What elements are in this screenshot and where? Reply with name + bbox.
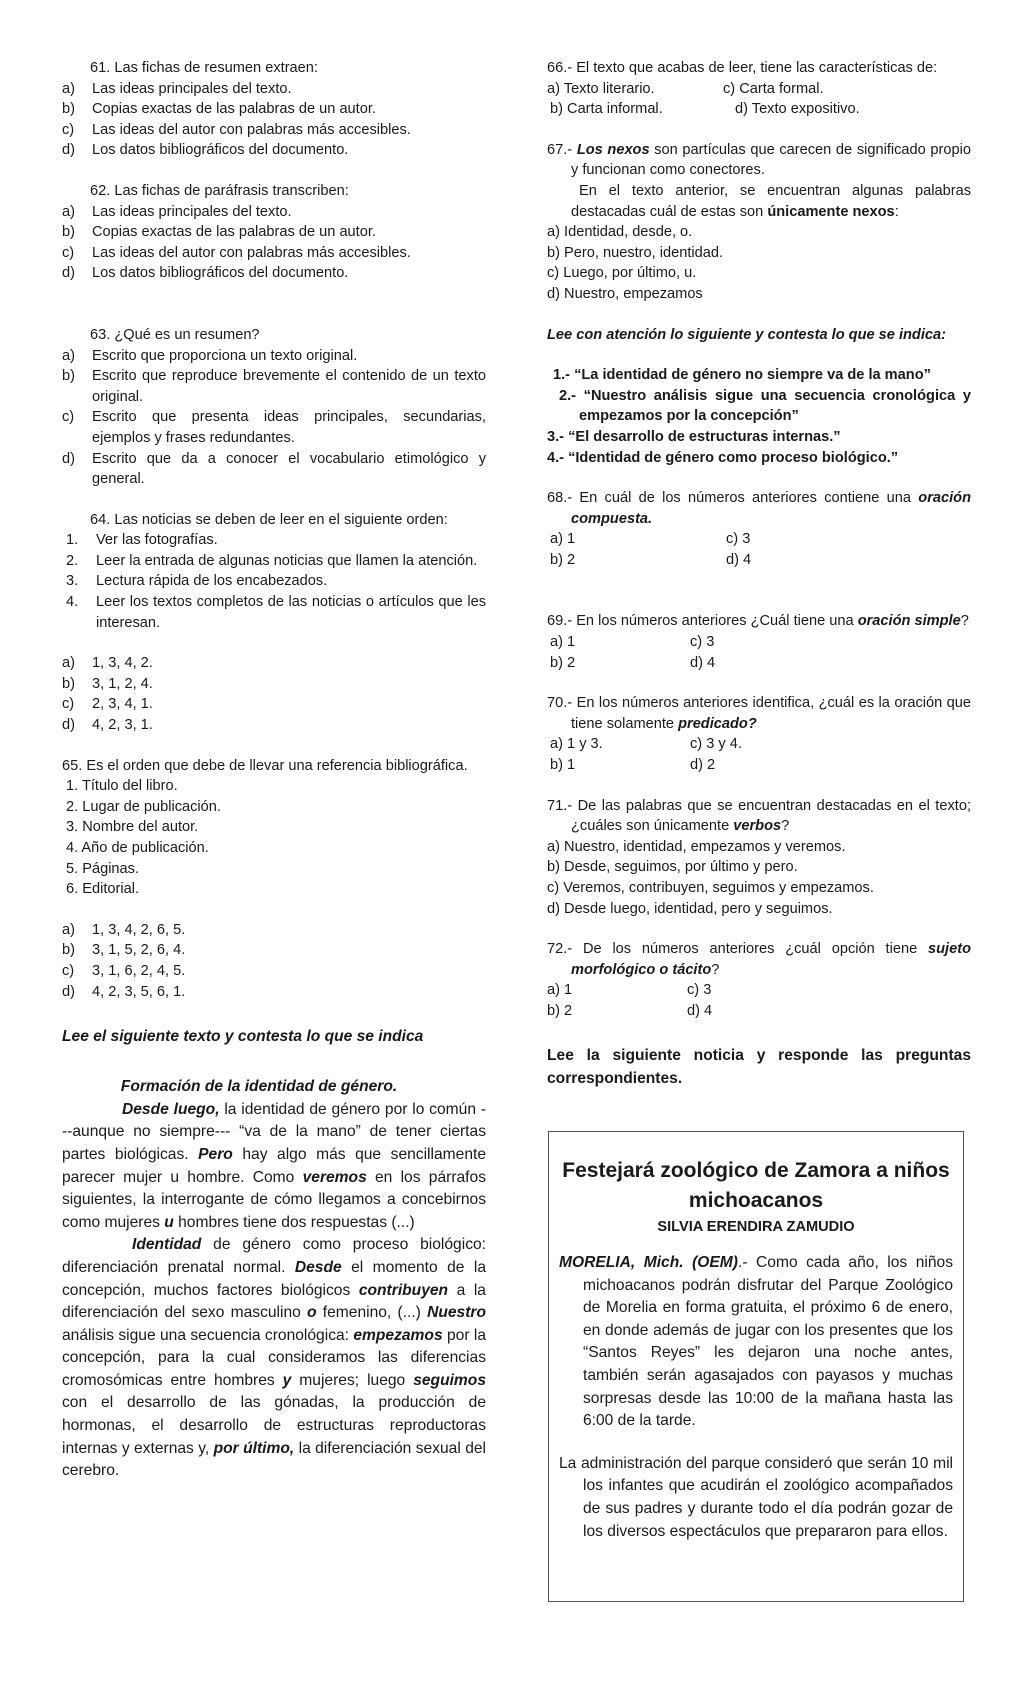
step-label: 4.	[66, 594, 79, 611]
question-67-subtitle	[547, 181, 971, 222]
option-b: b) 2	[550, 551, 576, 568]
highlighted-word: o	[307, 1304, 317, 1322]
highlighted-word: Identidad	[132, 1236, 202, 1254]
option-c: c) 3 y 4.	[690, 736, 742, 753]
highlighted-word: Nuestro	[427, 1304, 486, 1322]
text-run: con el desarrollo de las gónadas, la producción de hormonas, el desarrollo de estructuras reproductoras internas y externas y,	[62, 1394, 486, 1457]
text-run: la identidad de género por lo común ---aunque no siempre--- “va de la mano” de tener ciertas partes biológicas.	[62, 1100, 486, 1163]
option-row	[62, 715, 486, 736]
option-text: Las ideas del autor con palabras más accesibles.	[92, 244, 411, 261]
option-text: c) Luego, por último, u.	[547, 265, 697, 282]
step-label: 3.	[66, 573, 79, 590]
reading-instruction: Lee el siguiente texto y contesta lo que se indica	[62, 1028, 424, 1046]
option-a: a) 1	[547, 982, 573, 999]
question-67-options	[547, 222, 971, 304]
reference-item: 3. Nombre del autor.	[66, 819, 199, 836]
text-run: el momento de la concepción, muchos factores biológicos	[62, 1258, 486, 1299]
question-61-options	[62, 79, 486, 161]
option-text: Escrito que proporciona un texto original.	[92, 347, 358, 364]
option-text: Los datos bibliográficos del documento.	[92, 265, 349, 282]
option-row	[62, 99, 486, 120]
option-b: b) 2	[547, 1002, 573, 1019]
option-text: 4, 2, 3, 1.	[92, 717, 153, 734]
option-text: 1, 3, 4, 2.	[92, 655, 153, 672]
right-column	[547, 58, 971, 1090]
highlighted-word: contribuyen	[358, 1281, 449, 1299]
statement-item: 1.- “La identidad de género no siempre va de la mano”	[553, 367, 931, 384]
option-row	[62, 653, 486, 674]
question-66-title: 66.- El texto que acabas de leer, tiene las características de:	[547, 60, 938, 76]
highlighted-word: únicamente nexos	[767, 203, 895, 220]
step-text: Leer los textos completos de las noticias o artículos que les interesan.	[96, 594, 486, 631]
text-run: la diferenciación sexual del cerebro.	[62, 1439, 486, 1480]
option-c: c) 3	[687, 982, 712, 999]
option-label: b)	[62, 224, 75, 241]
option-row	[62, 940, 486, 961]
step-row	[62, 530, 486, 551]
option-label: a)	[62, 921, 75, 938]
news-instruction: Lee la siguiente noticia y responde las preguntas correspondientes.	[547, 1046, 971, 1087]
option-row	[62, 920, 486, 941]
essay-paragraph-1	[62, 1099, 486, 1235]
news-dateline: MORELIA, Mich. (OEM)	[559, 1254, 738, 1271]
option-label: d)	[62, 717, 75, 734]
option-b: b) Carta informal.	[550, 101, 663, 118]
question-62-title: 62. Las fichas de paráfrasis transcriben:	[90, 182, 349, 199]
option-text: Copias exactas de las palabras de un autor.	[92, 101, 376, 118]
text-run: ?	[781, 818, 790, 835]
highlighted-word: y	[282, 1371, 292, 1389]
step-text: Leer la entrada de algunas noticias que llamen la atención.	[96, 552, 478, 569]
reference-item: 4. Año de publicación.	[66, 840, 209, 856]
option-row	[62, 243, 486, 264]
option-c: c) 3	[726, 531, 751, 548]
text-run: :	[894, 203, 899, 220]
option-text: Las ideas principales del texto.	[92, 203, 292, 220]
option-a: a) 1	[550, 634, 576, 651]
question-65-title: 65. Es el orden que debe de llevar una referencia bibliográfica.	[62, 757, 468, 774]
question-63-title: 63. ¿Qué es un resumen?	[90, 326, 260, 343]
highlighted-word: oración simple	[857, 613, 961, 630]
option-label: d)	[62, 983, 75, 1000]
option-label: c)	[62, 244, 75, 261]
option-label: c)	[62, 962, 75, 979]
option-d: d) 4	[690, 654, 716, 671]
highlighted-word: Desde	[294, 1258, 342, 1276]
question-64-options	[62, 653, 486, 735]
text-run: ?	[960, 613, 969, 630]
option-row	[62, 366, 486, 407]
text-run: 67.-	[547, 141, 577, 158]
option-text: Los datos bibliográficos del documento.	[92, 142, 349, 159]
highlighted-word: sujeto morfológico o tácito	[571, 941, 971, 978]
step-text: Ver las fotografías.	[96, 532, 218, 549]
option-label: d)	[62, 450, 75, 467]
news-paragraph-1-text: .- Como cada año, los niños michoacanos podrán disfrutar del Parque Zoológico de Morelia en forma gratuita, el próximo 6 de enero, en donde además de jugar con los presentes que los “Santos Reyes” les dejaron una noche antes, también serán agasajados con payasos y muchas sorpresas desde las 10:00 de la mañana hasta las 6:00 de la tarde.	[583, 1254, 953, 1430]
statement-item: 2.- “Nuestro análisis sigue una secuencia cronológica y empezamos por la concepción”	[559, 387, 971, 425]
text-run: por la concepción, para la cual consideramos las diferencias cromosómicas entre hombres	[62, 1326, 486, 1389]
option-label: c)	[62, 121, 75, 138]
option-a: a) 1	[550, 531, 576, 548]
option-row	[62, 140, 486, 161]
option-row	[62, 202, 486, 223]
highlighted-word: u	[164, 1213, 174, 1231]
news-author: SILVIA ERENDIRA ZAMUDIO	[657, 1219, 855, 1235]
option-d: d) 4	[687, 1002, 713, 1019]
option-label: b)	[62, 368, 75, 385]
step-row	[62, 551, 486, 572]
option-text: Las ideas principales del texto.	[92, 80, 292, 97]
option-row	[62, 961, 486, 982]
highlighted-word: Los nexos	[576, 141, 650, 158]
highlighted-word: predicado?	[678, 715, 757, 732]
news-box	[548, 1131, 964, 1602]
question-71-title	[547, 796, 971, 837]
option-text: 4, 2, 3, 5, 6, 1.	[92, 983, 186, 1000]
reference-item: 6. Editorial.	[66, 881, 140, 898]
text-run: 68.- En cuál de los números anteriores contiene una	[547, 490, 919, 507]
option-label: a)	[62, 80, 75, 97]
news-paragraph-1	[559, 1252, 953, 1433]
step-text: Lectura rápida de los encabezados.	[96, 573, 328, 590]
option-text: 2, 3, 4, 1.	[92, 696, 153, 713]
reference-item: 1. Título del libro.	[66, 778, 178, 795]
option-text: 1, 3, 4, 2, 6, 5.	[92, 921, 186, 938]
option-label: c)	[62, 696, 75, 713]
option-label: a)	[62, 655, 75, 672]
option-text: Escrito que da a conocer el vocabulario etimológico y general.	[92, 450, 486, 488]
text-run: En el texto anterior, se encuentran algunas palabras destacadas cuál de estas son	[571, 182, 971, 220]
option-label: a)	[62, 203, 75, 220]
option-d: d) 4	[726, 551, 752, 568]
question-61-title: 61. Las fichas de resumen extraen:	[90, 60, 318, 76]
text-run: ?	[711, 961, 720, 978]
question-66-options	[547, 79, 971, 120]
question-72-title	[547, 939, 971, 980]
option-label: d)	[62, 142, 75, 159]
highlighted-word: por último,	[213, 1439, 295, 1457]
essay-title: Formación de la identidad de género.	[120, 1078, 398, 1096]
option-text: c) Veremos, contribuyen, seguimos y empezamos.	[547, 880, 874, 896]
question-62-options	[62, 202, 486, 284]
option-d: d) Texto expositivo.	[735, 101, 860, 118]
statements-instruction: Lee con atención lo siguiente y contesta lo que se indica:	[547, 326, 946, 343]
text-run: 69.- En los números anteriores ¿Cuál tiene una	[547, 613, 858, 630]
option-text: Escrito que presenta ideas principales, secundarias, ejemplos y frases redundantes.	[92, 409, 486, 446]
question-65-options	[62, 920, 486, 1002]
option-label: c)	[62, 409, 75, 426]
option-row	[62, 674, 486, 695]
option-text: Copias exactas de las palabras de un autor.	[92, 224, 376, 241]
option-b: b) 2	[550, 654, 576, 671]
text-run: en los párrafos siguientes, la interrogante de cómo llegamos a concebirnos como mujeres	[62, 1168, 486, 1231]
option-row	[62, 694, 486, 715]
option-text: 3, 1, 6, 2, 4, 5.	[92, 962, 186, 979]
option-text: d) Nuestro, empezamos	[547, 285, 703, 302]
step-label: 2.	[66, 552, 79, 569]
statement-item: 4.- “Identidad de género como proceso biológico.”	[547, 449, 899, 466]
question-68-title	[547, 488, 971, 529]
option-a: a) 1 y 3.	[550, 736, 603, 753]
highlighted-word: veremos	[302, 1168, 367, 1186]
statement-item: 3.- “El desarrollo de estructuras internas.”	[547, 428, 841, 445]
option-row	[62, 982, 486, 1003]
highlighted-word: Desde luego,	[122, 1100, 220, 1118]
option-text: Las ideas del autor con palabras más accesibles.	[92, 121, 411, 138]
text-run: hombres tiene dos respuestas (...)	[173, 1213, 415, 1231]
highlighted-word: empezamos	[353, 1326, 443, 1344]
option-label: b)	[62, 101, 75, 118]
highlighted-word: verbos	[733, 818, 782, 835]
question-65-items	[62, 776, 486, 900]
question-72-options	[547, 980, 971, 1021]
left-column	[62, 58, 486, 1483]
option-row	[62, 79, 486, 100]
option-row	[62, 120, 486, 141]
question-64-title: 64. Las noticias se deben de leer en el siguiente orden:	[90, 511, 448, 528]
option-row	[62, 346, 486, 367]
text-run: mujeres; luego	[291, 1371, 414, 1389]
text-run: a la diferenciación del sexo masculino	[62, 1281, 486, 1322]
option-label: b)	[62, 942, 75, 959]
option-row	[62, 407, 486, 448]
text-run: femenino, (...)	[316, 1304, 428, 1322]
question-69-title	[547, 611, 971, 632]
option-c: c) Carta formal.	[723, 80, 824, 97]
option-text: 3, 1, 5, 2, 6, 4.	[92, 942, 186, 959]
question-71-options	[547, 837, 971, 919]
option-text: a) Identidad, desde, o.	[547, 224, 693, 241]
option-c: c) 3	[690, 634, 715, 651]
reference-item: 2. Lugar de publicación.	[66, 798, 221, 815]
option-text: 3, 1, 2, 4.	[92, 675, 153, 692]
step-row	[62, 571, 486, 592]
option-text: Escrito que reproduce brevemente el contenido de un texto original.	[92, 368, 486, 405]
option-label: a)	[62, 347, 75, 364]
text-run: son partículas que carecen de significado propio y funcionan como conectores.	[571, 141, 971, 179]
step-label: 1.	[66, 532, 79, 549]
highlighted-word: oración compuesta.	[571, 490, 971, 527]
reference-item: 5. Páginas.	[66, 860, 140, 877]
essay-paragraph-2	[62, 1234, 486, 1483]
option-d: d) 2	[690, 757, 716, 774]
option-text: b) Pero, nuestro, identidad.	[547, 244, 724, 261]
highlighted-word: seguimos	[413, 1371, 486, 1389]
option-b: b) 1	[550, 757, 576, 774]
option-a: a) Texto literario.	[547, 80, 655, 97]
question-69-options	[547, 632, 971, 673]
question-63-options	[62, 346, 486, 490]
text-run: de género como proceso biológico: diferenciación prenatal normal.	[62, 1236, 486, 1276]
question-68-options	[547, 529, 971, 570]
option-row	[62, 449, 486, 490]
text-run: 71.- De las palabras que se encuentran destacadas en el texto; ¿cuáles son únicamente	[547, 797, 971, 835]
option-text: d) Desde luego, identidad, pero y seguimos.	[547, 900, 833, 917]
option-label: d)	[62, 265, 75, 282]
question-70-options	[547, 734, 971, 775]
news-paragraph-2: La administración del parque consideró que serán 10 mil los infantes que acudirán el zoológico acompañados de sus padres y durante todo el día podrán gozar de los diversos espectáculos que prepararon para ellos.	[559, 1454, 953, 1540]
question-64-steps	[62, 530, 486, 633]
text-run: 70.- En los números anteriores identifica, ¿cuál es la oración que tiene solamente	[547, 695, 971, 732]
text-run: hay algo más que sencillamente parecer mujer u hombre. Como	[62, 1145, 486, 1186]
text-run: 72.- De los números anteriores ¿cuál opción tiene	[547, 941, 929, 958]
step-row	[62, 592, 486, 633]
highlighted-word: Pero	[198, 1145, 233, 1163]
option-text: b) Desde, seguimos, por último y pero.	[547, 859, 798, 876]
question-70-title	[547, 693, 971, 734]
option-row	[62, 263, 486, 284]
option-label: b)	[62, 675, 75, 692]
text-run: análisis sigue una secuencia cronológica:	[62, 1326, 354, 1344]
statements-list	[547, 365, 971, 468]
question-67-title	[547, 140, 971, 181]
option-row	[62, 222, 486, 243]
news-headline: Festejará zoológico de Zamora a niños michoacanos	[562, 1159, 950, 1212]
option-text: a) Nuestro, identidad, empezamos y veremos.	[547, 838, 846, 855]
